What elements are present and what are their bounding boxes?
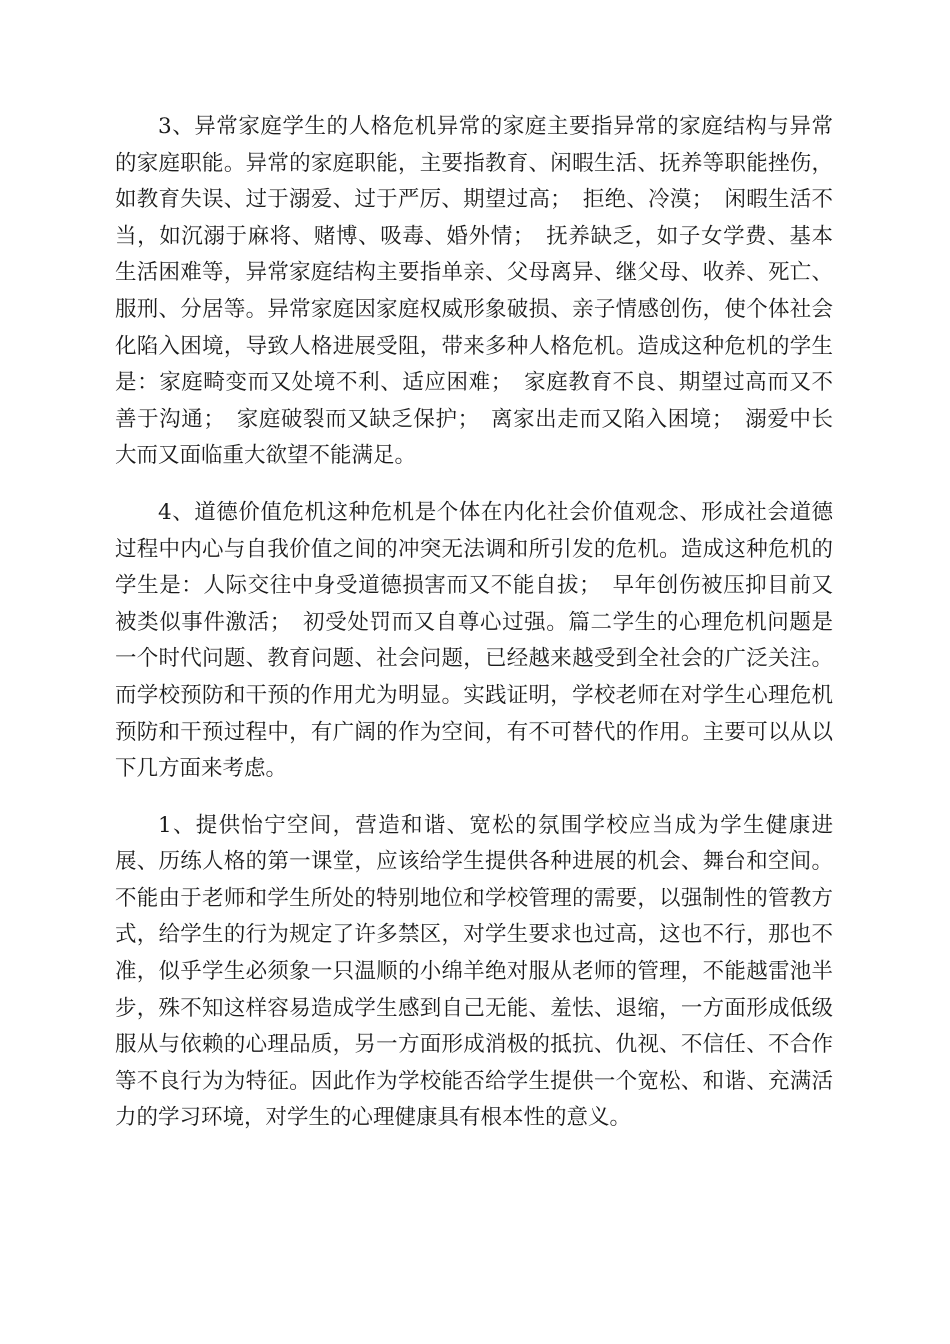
paragraph-relaxed-space: 1、提供怡宁空间，营造和谐、宽松的氛围学校应当成为学生健康进展、历练人格的第一课堂，应该给学生提供各种进展的机会、舞台和空间。不能由于老师和学生所处的特别地位和学校管理的需要，以强制性的管教方式，给学生的行为规定了许多禁区，对学生要求也过高，这也不行，那也不准，似乎学生必须象一只温顺的小绵羊绝对服从老师的管理，不能越雷池半步，殊不知这样容易造成学生感到自己无能、羞怯、退缩，一方面形成低级服从与依赖的心理品质，另一方面形成消极的抵抗、仇视、不信任、不合作等不良行为为特征。因此作为学校能否给学生提供一个宽松、和谐、充满活力的学习环境，对学生的心理健康具有根本性的意义。 [115,812,833,1131]
document-page [115,109,833,1157]
paragraph-moral-crisis: 4、道德价值危机这种危机是个体在内化社会价值观念、形成社会道德过程中内心与自我价值之间的冲突无法调和所引发的危机。造成这种危机的学生是：人际交往中身受道德损害而又不能自拔； 早年创伤被压抑目前又被类似事件激活； 初受处罚而又自尊心过强。篇二学生的心理危机问题是一个时代问题、教育问题、社会问题，已经越来越受到全社会的广泛关注。而学校预防和干预的作用尤为明显。实践证明，学校老师在对学生心理危机预防和干预过程中，有广阔的作为空间，有不可替代的作用。主要可以从以下几方面来考虑。 [115,499,833,782]
paragraph-family-crisis: 3、异常家庭学生的人格危机异常的家庭主要指异常的家庭结构与异常的家庭职能。异常的家庭职能，主要指教育、闲暇生活、抚养等职能挫伤，如教育失误、过于溺爱、过于严厉、期望过高； 拒绝、冷漠； 闲暇生活不当，如沉溺于麻将、赌博、吸毒、婚外情； 抚养缺乏，如子女学费、基本生活困难等，异常家庭结构主要指单亲、父母离异、继父母、收养、死亡、服刑、分居等。异常家庭因家庭权威形象破损、亲子情感创伤，使个体社会化陷入困境，导致人格进展受阻，带来多种人格危机。造成这种危机的学生是：家庭畸变而又处境不利、适应困难； 家庭教育不良、期望过高而又不善于沟通； 家庭破裂而又缺乏保护； 离家出走而又陷入困境； 溺爱中长大而又面临重大欲望不能满足。 [115,114,833,469]
